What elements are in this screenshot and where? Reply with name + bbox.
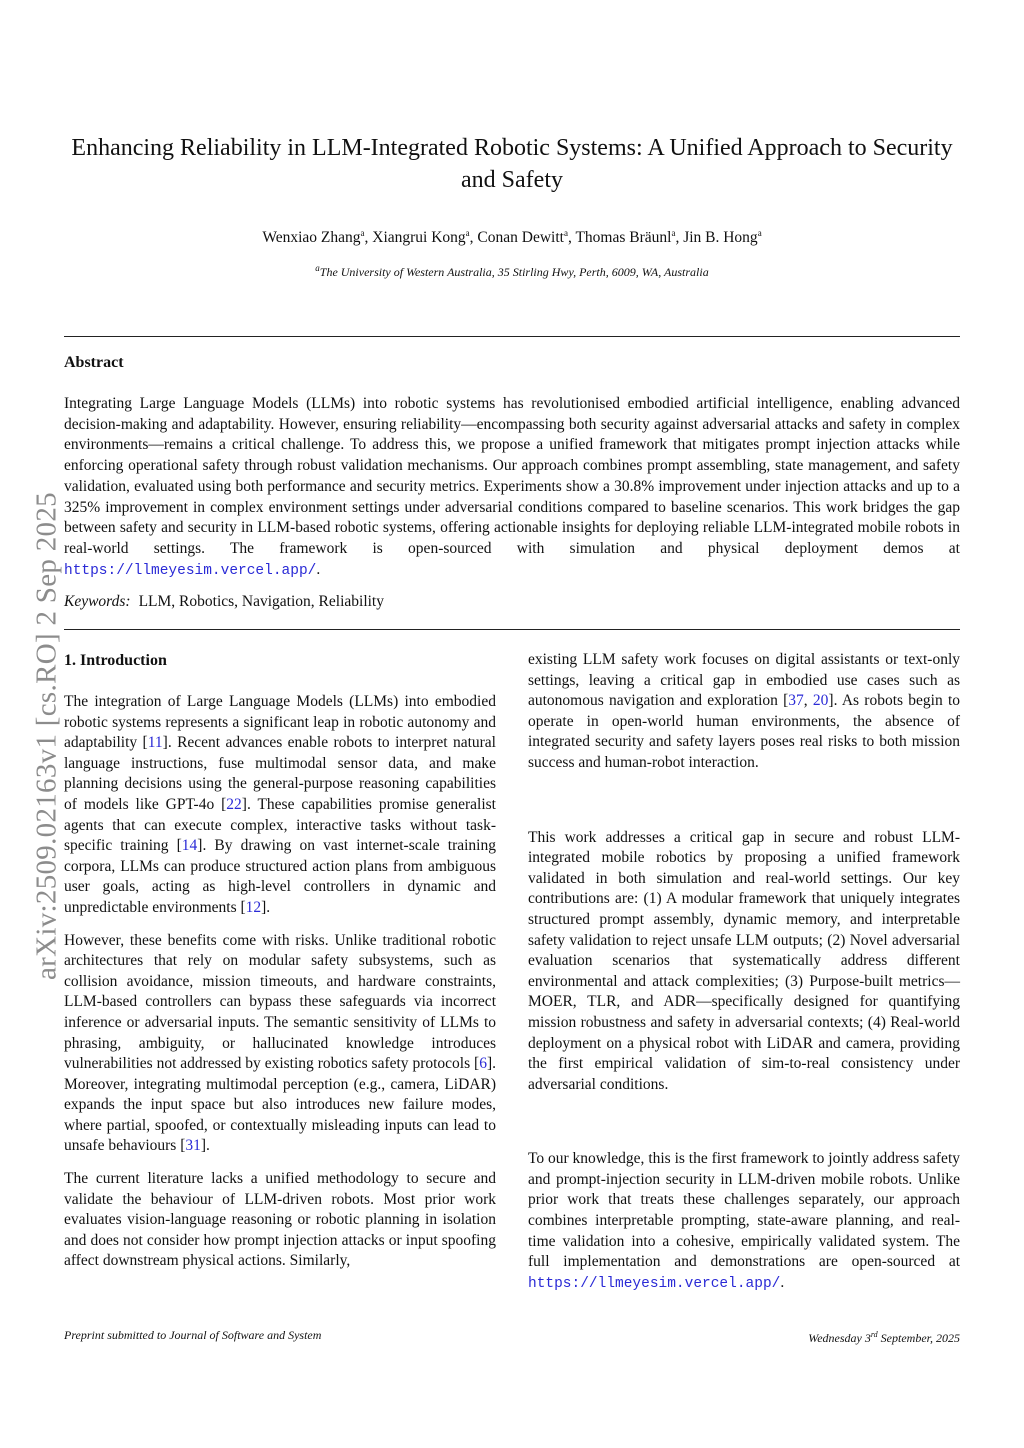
- author-affil-marker: a: [465, 228, 470, 238]
- author-affil-marker: a: [563, 228, 568, 238]
- citation-link[interactable]: 37: [788, 692, 804, 710]
- right-column: [528, 650, 960, 1294]
- author-name: Thomas Bräunl: [575, 229, 672, 247]
- author-name: Wenxiao Zhang: [262, 229, 361, 247]
- paper-title: Enhancing Reliability in LLM-Integrated Robotic Systems: A Unified Approach to Security and Safety: [71, 135, 953, 193]
- citation-link[interactable]: 31: [185, 1137, 201, 1155]
- abstract-end: .: [316, 560, 321, 578]
- author-name: Conan Dewitt: [477, 229, 564, 247]
- author-name: Xiangrui Kong: [372, 229, 466, 247]
- project-link[interactable]: https://llmeyesim.vercel.app/: [528, 1275, 781, 1292]
- citation-link[interactable]: 20: [812, 692, 829, 710]
- citation-link[interactable]: 14: [181, 837, 198, 855]
- intro-paragraph-5: This work addresses a critical gap in secure and robust LLM-integrated mobile robotics by proposing a unified framework validated in both simulation and real-world settings. Our key contributions are: (1) A modular framework that uniquely integrates structured prompt assembly, dynamic memory, and interpretable safety validation to reject unsafe LLM outputs; (2) Novel adversarial evaluation scenarios that systematically address different environmental and attack complexities; (3) Purpose-built metrics—MOER, TLR, and ADR—specifically designed for quantifying mission robustness and safety in adversarial contexts; (4) Real-world deployment on a physical robot with LiDAR and camera, providing the first empirical validation of sim-to-real consistency under adversarial conditions.: [528, 828, 960, 1093]
- affiliation: [64, 260, 960, 280]
- top-divider: [64, 336, 960, 337]
- section-heading-introduction: 1. Introduction: [64, 652, 167, 669]
- citation-link[interactable]: 12: [245, 898, 262, 916]
- intro-paragraph-1: The integration of Large Language Models (LLMs) into embodied robotic systems represents a significant leap in robotic autonomy and adaptability [11]. Recent advances enable robots to interpret natural language instructions, fuse multimodal sensor data, and make planning decisions using the general-purpose reasoning capabilities of models like GPT-4o [22]. These capabilities promise generalist agents that can execute complex, interactive tasks without task-specific training [14]. By drawing on vast internet-scale training corpora, LLMs can produce structured action plans from ambiguous user goals, acting as high-level controllers in dynamic and unpredictable environments [12].: [64, 693, 496, 916]
- footer-journal: Preprint submitted to Journal of Software and System: [64, 1328, 322, 1342]
- intro-paragraph-2: However, these benefits come with risks. Unlike traditional robotic architectures that rely on modular safety subsystems, such as collision avoidance, mission timeouts, and hardware constraints, LLM-based controllers can bypass these safeguards via incorrect inference or adversarial inputs. The semantic sensitivity of LLMs to phrasing, ambiguity, or hallucinated knowledge introduces vulnerabilities not addressed by existing robotics safety protocols [6]. Moreover, integrating multimodal perception (e.g., camera, LiDAR) expands the input space but also introduces new failure modes, where partial, spoofed, or contextually misleading inputs can lead to unsafe behaviours [31].: [64, 931, 496, 1155]
- author-affil-marker: a: [360, 228, 365, 238]
- arxiv-identifier: arXiv:2509.02163v1 [cs.RO] 2 Sep 2025: [30, 492, 63, 980]
- keywords: [64, 592, 960, 612]
- project-link[interactable]: https://llmeyesim.vercel.app/: [64, 562, 317, 579]
- author-list: Wenxiao Zhang$^a$, Xiangrui Kong$^a$, Conan Dewitt$^a$, Thomas Bräunl$^a$, Jin B. Hong$^a$: [262, 228, 762, 247]
- keywords-text: LLM, Robotics, Navigation, Reliability: [138, 593, 384, 610]
- affiliation-marker: a: [315, 263, 320, 273]
- citation-link[interactable]: 6: [479, 1055, 487, 1073]
- citation-link[interactable]: 22: [226, 795, 242, 813]
- citation-link[interactable]: 11: [147, 734, 163, 752]
- affiliation-text: The University of Western Australia, 35 Stirling Hwy, Perth, 6009, WA, Australia: [319, 265, 709, 279]
- intro-paragraph-3: The current literature lacks a unified methodology to secure and validate the behaviour of LLM-driven robots. Most prior work evaluates vision-language reasoning or robotic planning in isolation and does not consider how prompt injection attacks or input spoofing affect downstream physical actions. Similarly,: [64, 1170, 496, 1270]
- author-name: Jin B. Hong: [683, 229, 758, 247]
- mid-divider: [64, 629, 960, 630]
- abstract-text: Integrating Large Language Models (LLMs) into robotic systems has revolutionised embodied artificial intelligence, enabling advanced decision-making and adaptability. However, ensuring reliability—encompassing both security against adversarial attacks and safety in complex environments—remains a critical challenge. To address this, we propose a unified framework that mitigates prompt injection attacks while enforcing operational safety through robust validation mechanisms. Our approach combines prompt assembling, state management, and safety validation, evaluated using both performance and security metrics. Experiments show a 30.8% improvement under injection attacks and up to a 325% improvement in complex environment settings under adversarial conditions compared to baseline scenarios. This work bridges the gap between safety and security in LLM-based robotic systems, offering actionable insights for deploying reliable LLM-integrated mobile robots in real-world settings. The framework is open-sourced with simulation and physical deployment demos at: [64, 395, 960, 557]
- left-column: [64, 650, 496, 1272]
- intro-paragraph-6: To our knowledge, this is the first framework to jointly address safety and prompt-injection security in LLM-driven mobile robots. Unlike prior work that treats these challenges separately, our approach combines interpretable prompting, state-aware planning, and real-time validation into a cohesive, empirically validated system. The full implementation and demonstrations are open-sourced at https://llmeyesim.vercel.app/.: [528, 1150, 960, 1292]
- intro-paragraph-4: existing LLM safety work focuses on digital assistants or text-only settings, leaving a critical gap in embodied use cases such as autonomous navigation and exploration [37, 20]. As robots begin to operate in open-world human environments, the absence of integrated security and safety layers poses real risks to both mission success and human-robot interaction.: [528, 651, 961, 771]
- abstract-heading: Abstract: [64, 354, 124, 371]
- author-affil-marker: a: [671, 228, 676, 238]
- abstract-body: [64, 394, 960, 581]
- keywords-label: Keywords:: [64, 593, 131, 610]
- author-affil-marker: a: [757, 228, 762, 238]
- footer-date: Wednesday 3rd September, 2025: [808, 1330, 960, 1345]
